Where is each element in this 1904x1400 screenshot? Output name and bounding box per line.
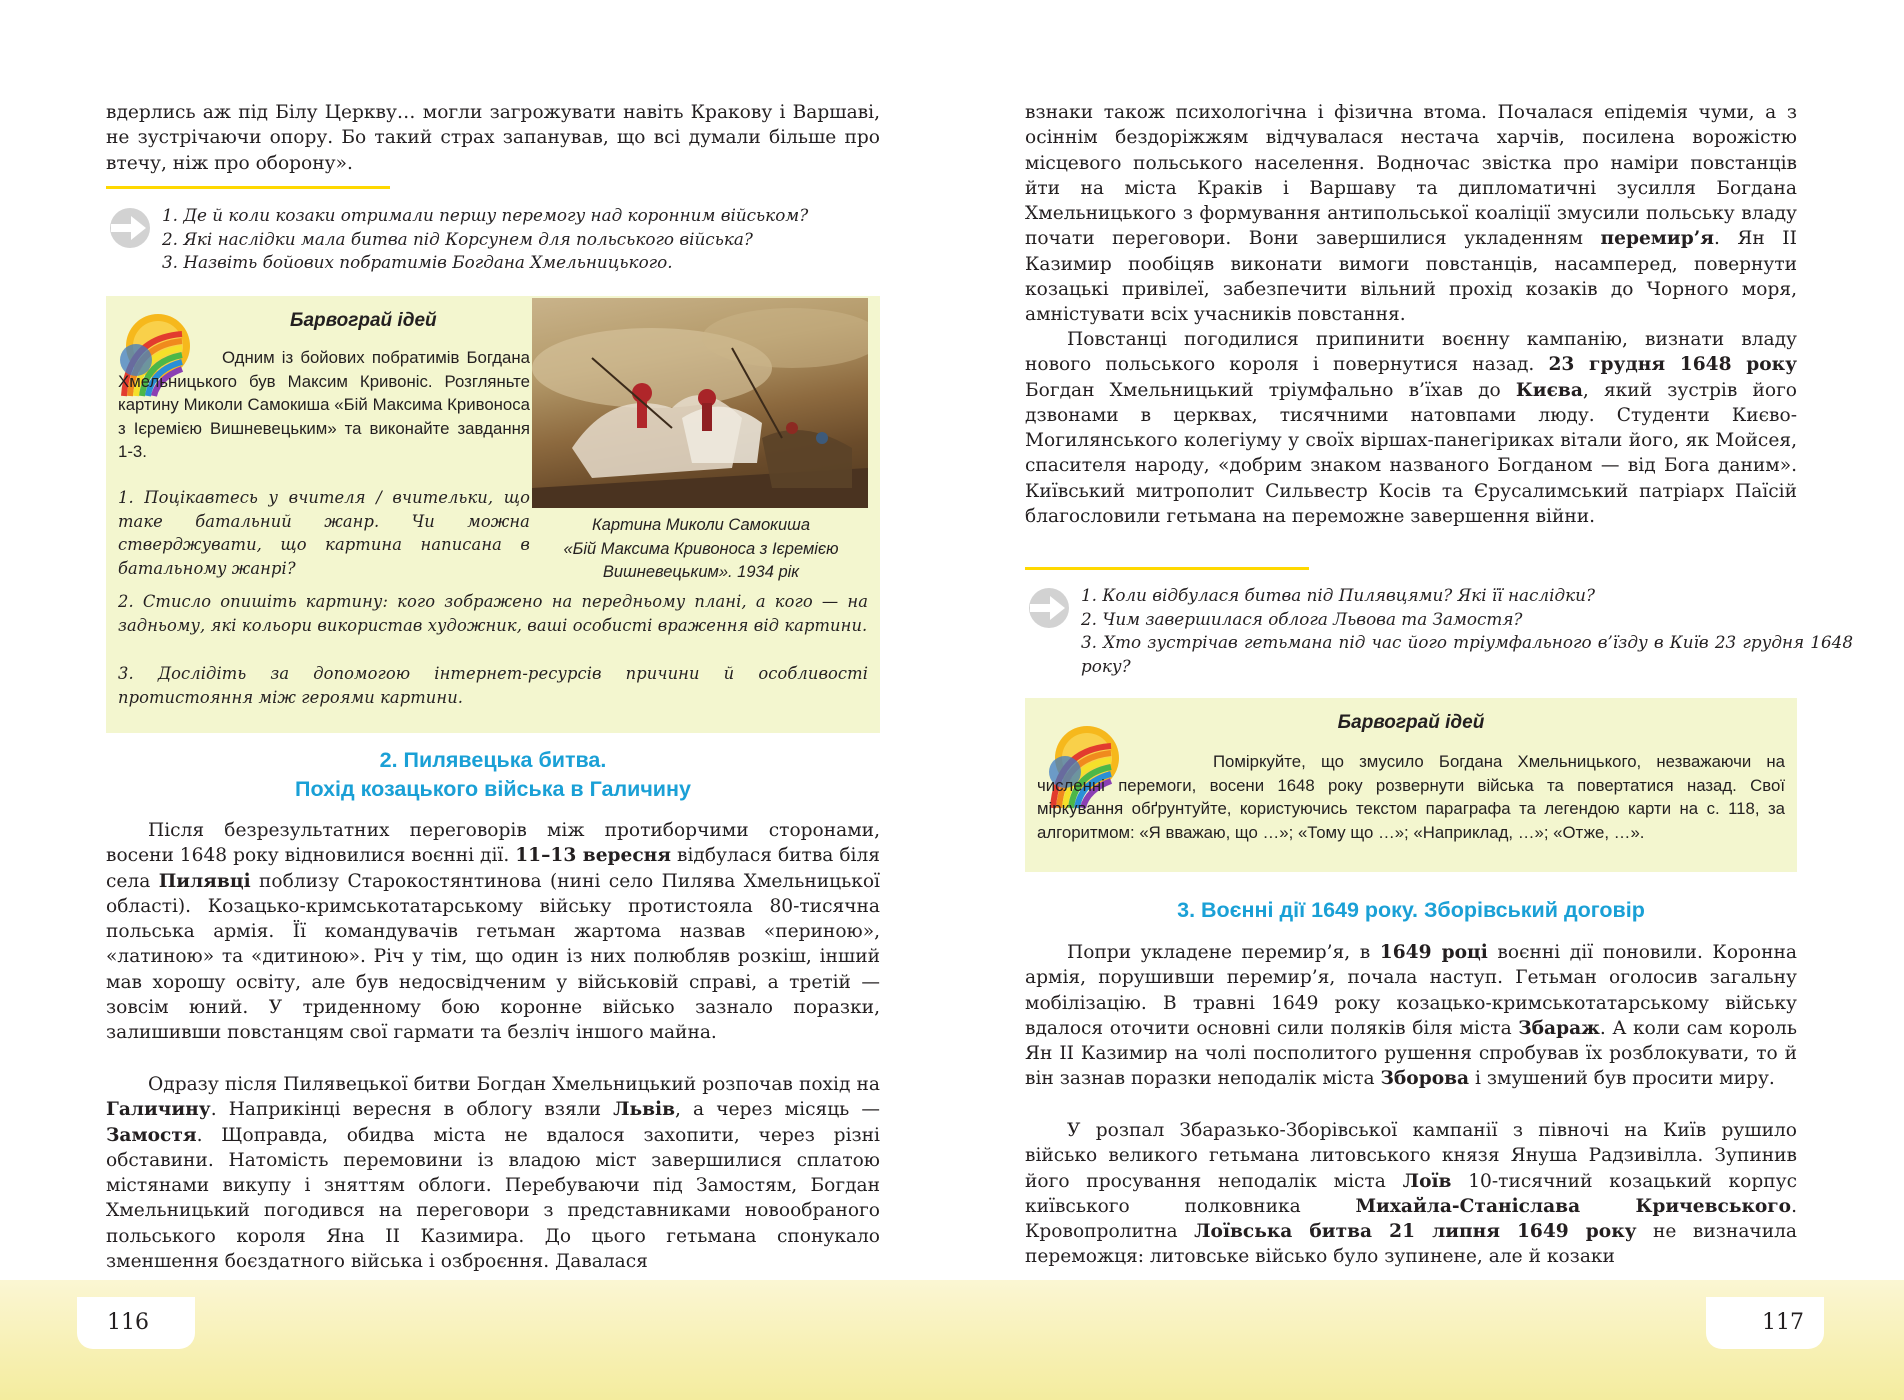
- caption-line: Картина Миколи Самокиша: [591, 516, 811, 534]
- idea-box: [106, 296, 880, 733]
- idea-task-3: 3. Дослідіть за допомогою інтернет-ресурсів причини й особливості протистояння між героями картини.: [118, 664, 868, 707]
- page-number-left: 116: [77, 1297, 195, 1349]
- idea-task-2: 2. Стисло опишіть картину: кого зображено на передньому плані, а кого — на задньому, які кольори використав художник, ваші особисті враження від картини.: [118, 592, 868, 635]
- question-item: 2. Які наслідки мала битва під Корсунем для польського війська?: [162, 228, 753, 249]
- section-heading-line: 2. Пилявецька битва.: [379, 748, 607, 772]
- review-questions: [1025, 584, 1853, 678]
- page-number-right: 117: [1706, 1297, 1824, 1349]
- question-item: 1. Коли відбулася битва під Пилявцями? Які її наслідки?: [1081, 585, 1595, 605]
- review-questions: [106, 204, 936, 275]
- body-paragraph: Попри укладене перемир’я, в 1649 році воєнні дії поновили. Коронна армія, порушивши перемир’я, почала наступ. Гетьман оголосив загальну мобілізацію. В травні 1649 року козацько-кримськотатарському війську вдалося оточити основні сили поляків біля міста Збараж. А коли сам король Ян ІІ Казимир на чолі посполитого рушення спробував їх розблокувати, то й він зазнав поразки неподалік міста Зборова і змушений був просити миру.: [1025, 942, 1797, 1090]
- idea-box-text: Одним із бойових побратимів Богдана Хмельницького був Максим Кривоніс. Розгляньте картину Миколи Самокиша «Бій Максима Кривоноса з Ієремією Вишневецьким» та виконайте завдання 1-3.: [118, 348, 530, 461]
- idea-task-1: 1. Поцікавтесь у вчителя / вчительки, що таке батальний жанр. Чи можна стверджувати, що картина написана в батальному жанрі?: [118, 488, 530, 578]
- caption-line: «Бій Максима Кривоноса з Ієремією: [563, 539, 839, 558]
- section-divider: [106, 186, 390, 189]
- section-heading: 3. Воєнні дії 1649 року. Зборівський договір: [1177, 898, 1645, 922]
- left-page: [106, 0, 881, 1273]
- section-heading: [106, 746, 880, 804]
- question-item: 3. Хто зустрічав гетьмана під час його тріумфального в’їзду в Київ 23 грудня 1648 року?: [1081, 632, 1853, 676]
- question-item: 2. Чим завершилася облога Львова та Замостя?: [1081, 608, 1523, 629]
- painting-caption: [536, 514, 866, 585]
- body-paragraph: Одразу після Пилявецької битви Богдан Хмельницький розпочав похід на Галичину. Наприкінці вересня в облогу взяли Львів, а через місяць — Замостя. Щоправда, обидва міста не вдалося захопити, через різні обставини. Натомість перемовини із владою міст завершилися сплатою містянами викупу і зняттям облоги. Перебуваючи під Замостям, Богдан Хмельницький погодився на переговори з представниками новообраного польського короля Яна ІІ Казимира. До цього гетьмана спонукало зменшення боєздатного війська і озброєння. Давалася: [106, 1074, 880, 1273]
- idea-box-title: Барвограй ідей: [290, 310, 437, 331]
- idea-box-text: Поміркуйте, що змусило Богдана Хмельницького, незважаючи на численні перемоги, восени 1648 року розвернути війська та повертатися назад. Свої міркування обґрунтуйте, користуючись текстом параграфа та легендою карти на с. 118, за алгоритмом: «Я вважаю, що …»; «Тому що …»; «Наприклад, …»; «Отже, …».: [1037, 752, 1785, 842]
- body-paragraph: взнаки також психологічна і фізична втома. Почалася епідемія чуми, а з осіннім бездоріжжям відчувалася нестача харчів, посилена ворожістю місцевого польського населення. Водночас звістка про наміри повстанців йти на міста Краків і Варшаву та дипломатичні зусилля Богдана Хмельницького з формування антипольської коаліції змусили польську владу почати переговори. Вони завершилися укладенням перемир’я. Ян ІІ Казимир пообіцяв виконати вимоги повстанців, насамперед, повернути козацькі привілеї, забезпечити вільний прохід козаків до Чорного моря, амністувати всіх учасників повстання.: [1025, 102, 1797, 326]
- arrow-right-icon: [1027, 586, 1071, 630]
- idea-box: [1025, 698, 1797, 872]
- idea-box-title: Барвограй ідей: [1337, 712, 1485, 733]
- arrow-right-icon: [108, 206, 152, 250]
- question-item: 1. Де й коли козаки отримали першу перемогу над коронним військом?: [162, 205, 809, 225]
- section-divider: [1025, 567, 1309, 570]
- body-paragraph: Після безрезультатних переговорів між протиборчими сторонами, восени 1648 року відновилися воєнні дії. 11–13 вересня відбулася битва біля села Пилявці поблизу Старокостянтинова (нині село Пилява Хмельницької області). Козацько-кримськотатарському війську протистояла 80-тисячна польська армія. Її командувачів гетьман жартома назвав «периною», «латиною» та «дитиною». Річ у тім, що один із них полюбляв розкіш, інший мав хорошу освіту, але був недосвідченим у військовій справі, а третій — зовсім юний. У триденному бою коронне військо зазнало поразки, залишивши повстанцям свої гармати та безліч іншого майна.: [106, 820, 881, 1044]
- page-footer-band: [0, 1280, 1904, 1400]
- battle-scene-illustration: [532, 298, 868, 508]
- intro-paragraph: вдерлись аж під Білу Церкву… могли загрожувати навіть Кракову і Варшаві, не зустрічаючи опору. Бо такий страх запанував, що всі думали більше про втечу, ніж про оборону».: [106, 102, 880, 174]
- caption-line: Вишневецьким». 1934 рік: [602, 563, 800, 581]
- question-item: 3. Назвіть бойових побратимів Богдана Хмельницького.: [162, 252, 673, 272]
- section-heading-line: Похід козацького війська в Галичину: [295, 777, 691, 801]
- body-paragraph: У розпал Збаразько-Зборівської кампанії з півночі на Київ рушило військо великого гетьмана литовського князя Януша Радзивілла. Зупинив його просування неподалік міста Лоїв 10-тисячний козацький корпус київського полковника Михайла-Станіслава Кричевського. Кровопролитна Лоївська битва 21 липня 1649 року не визначила переможця: литовське військо було зупинене, але й козаки: [1025, 1120, 1798, 1268]
- right-page: [1025, 0, 1853, 1270]
- body-paragraph: Повстанці погодилися припинити воєнну кампанію, визнати владу нового польського короля і повернутися назад. 23 грудня 1648 року Богдан Хмельницький тріумфально в’їхав до Києва, який зустрів його дзвонами в церквах, тисячними натовпами люду. Студенти Києво-Могилянського колегіуму у своїх віршах-панегіриках вітали його, як Мойсея, спасителя народу, «добрим знаком названого Богданом — від Бога даним». Київський митрополит Сильвестр Косів та Єрусалимський патріарх Паїсій благословили гетьмана на переможне завершення війни.: [1025, 329, 1798, 528]
- painting-image: [532, 298, 868, 508]
